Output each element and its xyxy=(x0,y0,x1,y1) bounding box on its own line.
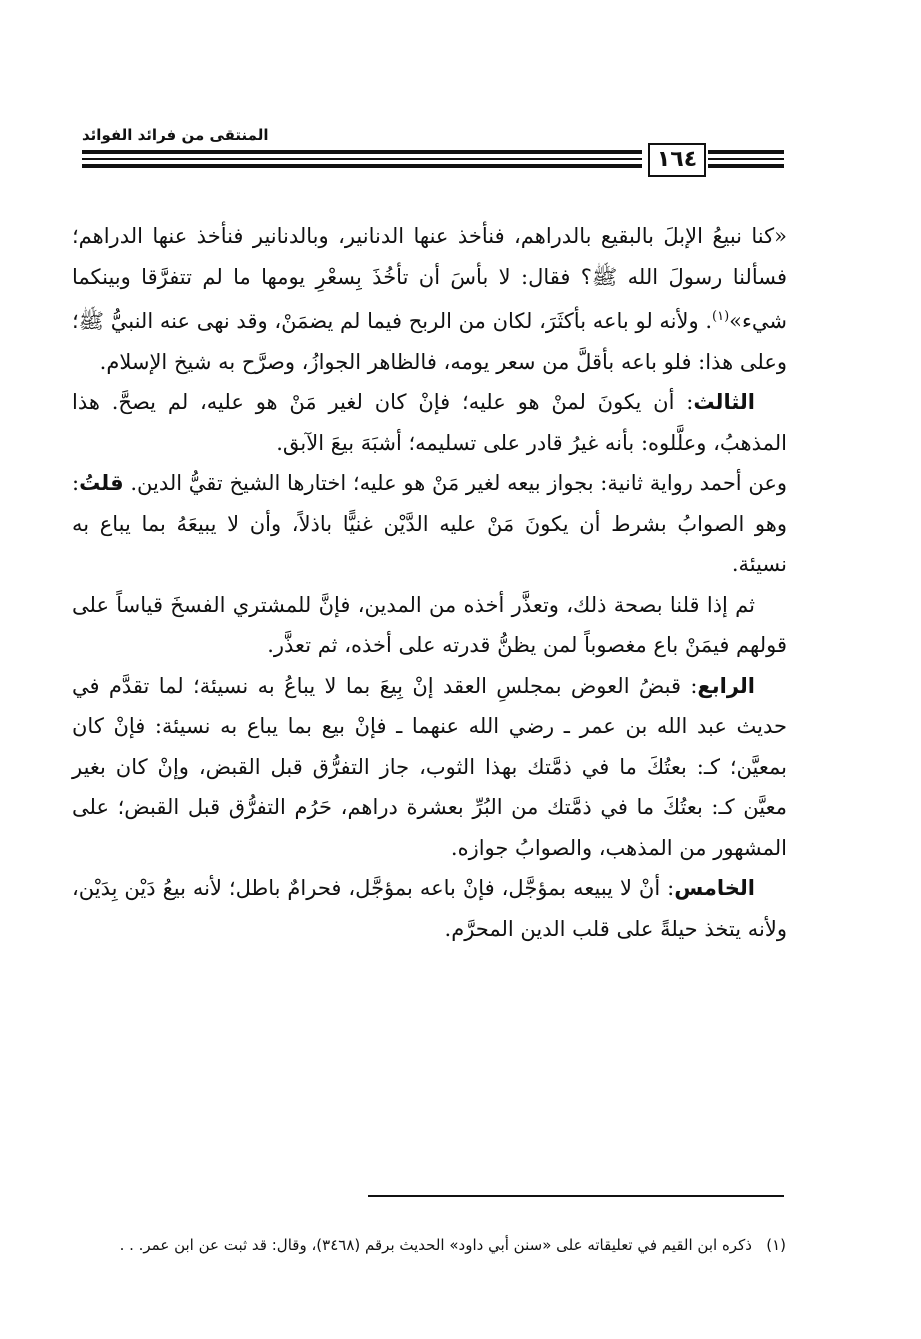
qultu-label: قلتُ xyxy=(79,471,124,495)
footnote-text: ذكره ابن القيم في تعليقاته على «سنن أبي داود» الحديث برقم (٣٤٦٨)، وقال: قد ثبت عن ابن عمر. . . xyxy=(119,1236,752,1254)
paragraph-3-text-a: وعن أحمد رواية ثانية: بجواز بيعه لغير مَنْ هو عليه؛ اختارها الشيخ تقيُّ الدين. xyxy=(130,471,787,495)
header-rule-right-2 xyxy=(708,158,784,160)
body-text xyxy=(72,216,787,949)
paragraph-5-text: : قبضُ العوض بمجلسِ العقد إنْ بِيعَ بما لا يباعُ به نسيئة؛ لما تقدَّم في حديث عبد الله بن عمر ـ رضي الله عنهما ـ فإنْ بيع بما يباع به نسيئة: فإنْ كان بمعيَّن؛ كـ: بعتُكَ ما في ذمَّتك بهذا الثوب، جاز التفرُّق قبل القبض، وإنْ كان بغير معيَّن كـ: بعتُكَ ما في ذمَّتك من البُرِّ بعشرة دراهم، حَرُم التفرُّق قبل القبض؛ على المشهور من المذهب، والصوابُ جوازه. xyxy=(72,673,787,860)
paragraph-2 xyxy=(72,382,787,463)
footnote-marker: (١) xyxy=(766,1236,786,1254)
header-rule-left-1 xyxy=(82,150,642,154)
paragraph-4 xyxy=(72,585,787,666)
paragraph-4-text: ثم إذا قلنا بصحة ذلك، وتعذَّر أخذه من المدين، فإنَّ للمشتري الفسخَ قياساً على قولهم فيمَنْ باع مغصوباً لمن يظنُّ قدرته على أخذه، ثم تعذَّر. xyxy=(72,592,787,657)
paragraph-3-text-b: : وهو الصوابُ بشرط أن يكونَ مَنْ عليه الدَّيْن غنيًّا باذلاً، وأن لا يبيعَهُ بما يباع به نسيئة. xyxy=(72,471,787,576)
point-label-fifth: الخامس xyxy=(674,876,755,900)
paragraph-3 xyxy=(72,463,787,585)
footnote-separator xyxy=(368,1195,784,1197)
page-number: ١٦٤ xyxy=(648,143,706,177)
header-rule-right-3 xyxy=(708,164,784,168)
paragraph-6-text: : أنْ لا يبيعه بمؤجَّل، فإنْ باعه بمؤجَّل، فحرامٌ باطل؛ لأنه بيعُ دَيْن بِدَيْن، ولأنه يتخذ حيلةً على قلب الدين المحرَّم. xyxy=(72,876,787,941)
point-label-fourth: الرابع xyxy=(697,673,755,698)
hadith-quote: «كنا نبيعُ الإبلَ بالبقيع بالدراهم، فنأخذ عنها الدنانير، وبالدنانير فنأخذ عنها الدراهم؛ فسألنا رسولَ الله ﷺ؟ فقال: لا بأسَ أن تأخُذَ بِسعْرِ يومها ما لم تتفرَّقا وبينكما شيء» xyxy=(72,224,787,333)
paragraph-1 xyxy=(72,216,787,382)
paragraph-2-text: : أن يكونَ لمنْ هو عليه؛ فإنْ كان لغير مَنْ هو عليه، لم يصحَّ. هذا المذهبُ، وعلَّلوه: بأنه غيرُ قادر على تسليمه؛ أشبَهَ بيعَ الآبق. xyxy=(72,390,787,455)
point-label-third: الثالث xyxy=(693,390,755,414)
paragraph-1-continuation: . ولأنه لو باعه بأكثَرَ، لكان من الربح فيما لم يضمَنْ، وقد نهى عنه النبيُّ ﷺ؛ وعلى هذا: فلو باعه بأقلَّ من سعر يومه، فالظاهر الجوازُ، وصرَّح به شيخ الإسلام. xyxy=(72,309,787,374)
header-rule-right-1 xyxy=(708,150,784,154)
running-title: المنتقى من فرائد الفوائد xyxy=(82,126,269,144)
header-rule-left-3 xyxy=(82,164,642,168)
footnote-reference: (١) xyxy=(712,309,730,324)
footnote xyxy=(82,1232,786,1259)
header-rule-left-2 xyxy=(82,158,642,160)
paragraph-5 xyxy=(72,666,787,869)
paragraph-6 xyxy=(72,868,787,949)
